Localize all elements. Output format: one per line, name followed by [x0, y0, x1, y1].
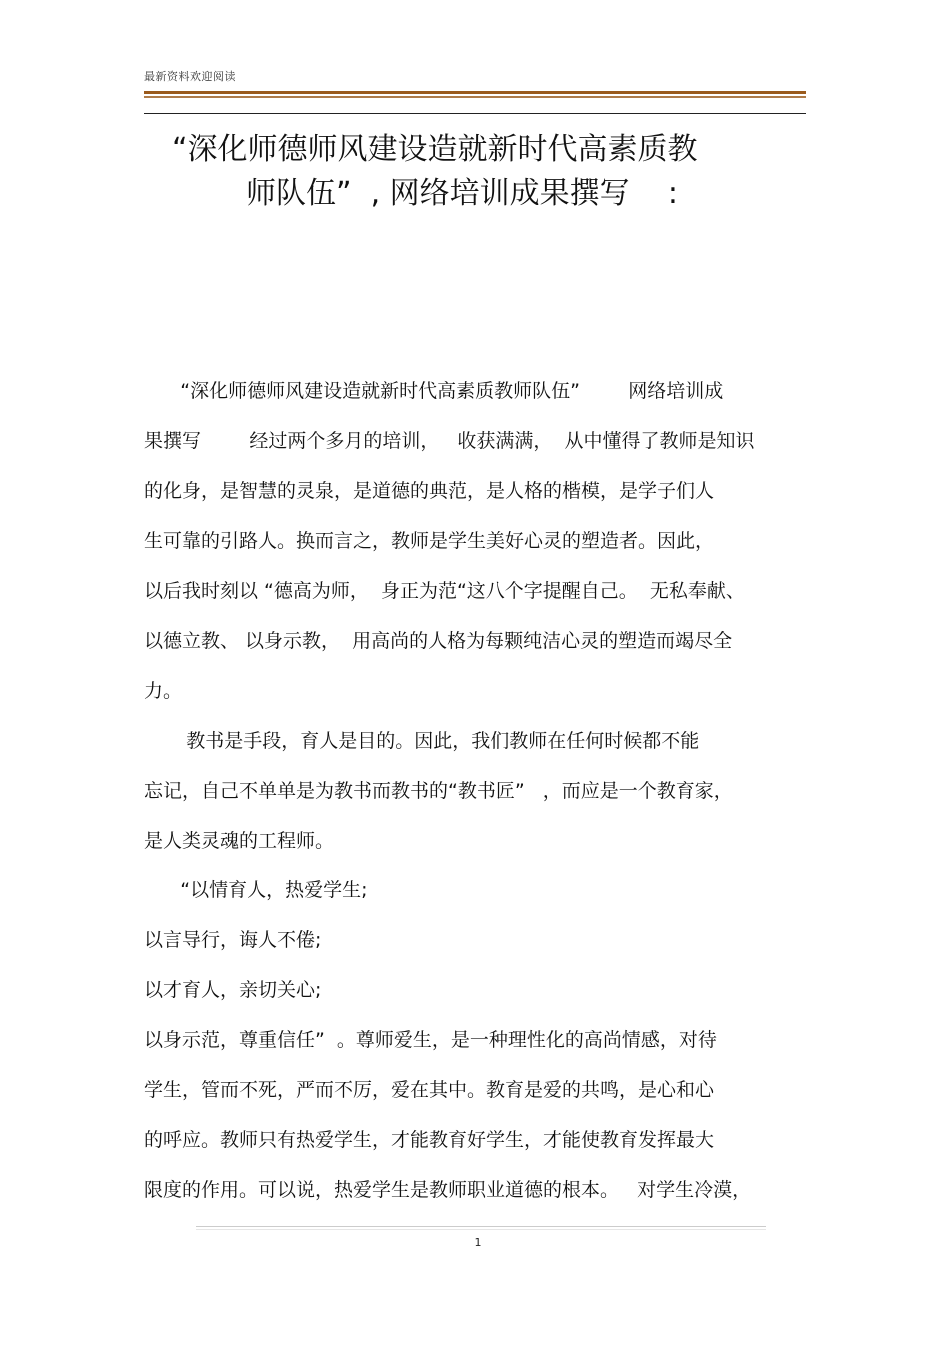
body-line: 的呼应。教师只有热爱学生，才能教育好学生，才能使教育发挥最大 [144, 1129, 715, 1151]
title-line-2: 师队伍” , 网络培训成果撰写 : [246, 176, 678, 211]
header-rule-medium [144, 96, 806, 98]
body-line: 生可靠的引路人。换而言之，教师是学生美好心灵的塑造者。因此， [144, 530, 715, 552]
body-line: 以后我时刻以 “德高为师， 身正为范“这八个字提醒自己。 无私奉献、 [144, 580, 745, 602]
body-line: 以才育人，亲切关心; [144, 979, 322, 1001]
page-number: 1 [474, 1236, 482, 1249]
body-line: 限度的作用。可以说，热爱学生是教师职业道德的根本。 对学生冷漠， [144, 1179, 752, 1201]
body-line: 是人类灵魂的工程师。 [144, 830, 335, 852]
body-line: 以德立教、 以身示教， 用高尚的人格为每颗纯洁心灵的塑造而竭尽全 [144, 630, 733, 652]
body-line: 的化身，是智慧的灵泉，是道德的典范，是人格的楷模，是学子们人 [144, 480, 715, 502]
body-line: “深化师德师风建设造就新时代高素质教师队伍” 网络培训成 [144, 380, 724, 402]
body-line: 忘记，自己不单单是为教书而教书的“教书匠” ，而应是一个教育家， [144, 780, 733, 802]
body-line: 以言导行，诲人不倦; [144, 929, 322, 951]
body-line: 教书是手段，育人是目的。因此，我们教师在任何时候都不能 [144, 730, 700, 752]
footer-rule-shadow [196, 1229, 766, 1230]
body-line: 以身示范，尊重信任” 。尊师爱生，是一种理性化的高尚情感，对待 [144, 1029, 717, 1051]
body-line: 力。 [144, 680, 183, 702]
body-line: 果撰写 经过两个多月的培训， 收获满满， 从中懂得了教师是知识 [144, 430, 755, 452]
body-line: “以情育人，热爱学生; [144, 879, 368, 901]
title-line-1: “深化师德师风建设造就新时代高素质教 [172, 132, 698, 167]
header-rule-thick [144, 91, 806, 94]
header-text: 最新资料欢迎阅读 [144, 70, 236, 83]
body-line: 学生，管而不死，严而不厉，爱在其中。教育是爱的共鸣，是心和心 [144, 1079, 715, 1101]
header-rule-thin [144, 113, 806, 114]
footer-rule [196, 1226, 766, 1227]
